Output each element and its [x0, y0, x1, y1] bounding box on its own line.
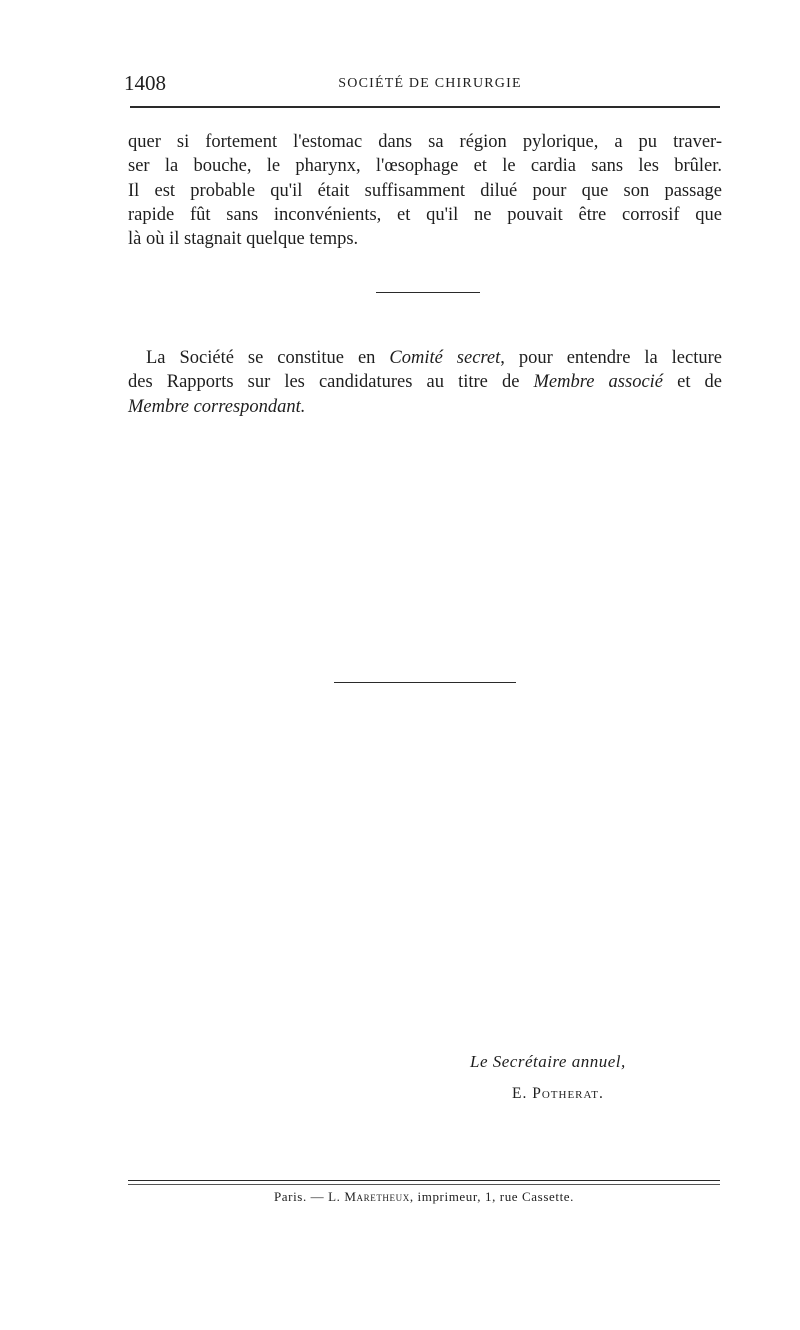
text-run: , pour entendre la lecture [500, 348, 722, 368]
paragraph-comite-secret [128, 346, 722, 419]
italic-term: Comité secret [389, 348, 501, 368]
text-line [128, 370, 722, 394]
text-line: ser la bouche, le pharynx, l'œsophage et le cardia sans les brûler. [128, 156, 722, 177]
signature-initial: E. [512, 1085, 533, 1102]
italic-term: Membre correspondant. [128, 396, 306, 417]
closing-separator [334, 682, 516, 683]
section-separator [376, 292, 480, 293]
footer-rule-thin [128, 1184, 720, 1185]
imprint-text: Paris. — L. [273, 1189, 345, 1204]
signature-name [512, 1083, 604, 1105]
text-run: La Société se constitue en [146, 348, 390, 368]
signature-surname: Potherat. [532, 1085, 604, 1102]
text-run: et de [663, 372, 723, 393]
text-run: des Rapports sur les candidatures au titre de [128, 372, 534, 393]
signature-title: Le Secrétaire annuel, [470, 1052, 626, 1071]
running-head: SOCIÉTÉ DE CHIRURGIE [338, 76, 522, 91]
text-line: rapide fût sans inconvénients, et qu'il ne pouvait être corrosif que [128, 204, 722, 225]
imprint-text: , imprimeur, 1, rue Cassette. [409, 1189, 575, 1204]
footer-rule [128, 1180, 720, 1181]
italic-term: Membre associé [533, 372, 664, 393]
text-line [128, 395, 722, 419]
printer-imprint [128, 1187, 720, 1207]
header-rule [130, 106, 720, 108]
text-line: quer si fortement l'estomac dans sa région pylorique, a pu traver- [128, 132, 722, 152]
paragraph-continuation [128, 130, 722, 251]
text-line [128, 346, 722, 370]
page-number: 1408 [124, 71, 166, 95]
printer-name: Maretheux [344, 1189, 410, 1204]
text-line: Il est probable qu'il était suffisamment dilué pour que son passage [128, 180, 722, 201]
text-line: là où il stagnait quelque temps. [128, 229, 359, 250]
